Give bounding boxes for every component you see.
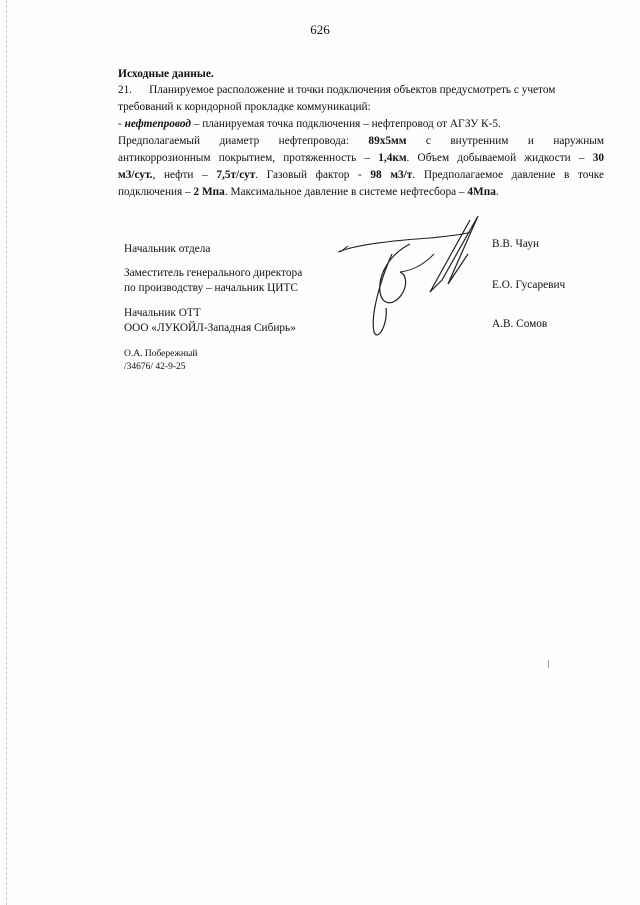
paragraph-line-1: 21. Планируемое расположение и точки подключения объектов предусмотреть с учетом [118,84,556,96]
pipe-length: 1,4км [378,152,407,164]
scan-mark [548,660,549,668]
page-number: 626 [310,22,330,37]
connection-pressure: 2 Мпа [193,186,225,198]
signatory-3-name: А.В. Сомов [492,318,548,330]
pipe-diameter: 89х5мм [368,135,407,147]
signatory-3-title: Начальник ОТТ ООО «ЛУКОЙЛ-Западная Сибирь» [124,307,296,334]
paragraph-line-2: требований к коридорной прокладке коммуникаций: [118,101,371,113]
pipeline-keyword: нефтепровод [124,118,191,130]
paragraph-line-6: м3/сут., нефти – 7,5т/сут. Газовый фактор - 98 м3/т. Предполагаемое давление в точке [118,169,605,181]
paragraph-21 [118,82,604,201]
paragraph-line-5: антикоррозионным покрытием, протяженность – 1,4км. Объем добываемой жидкости – 30 [118,152,604,164]
signatory-1-title: Начальник отдела [124,243,211,255]
signatory-2-title: Заместитель генерального директора по производству – начальник ЦИТС [124,267,303,294]
max-pressure: 4Мпа [467,186,496,198]
signatory-1-name: В.В. Чаун [492,238,540,250]
executor-phone: /34676/ 42-9-25 [124,362,186,372]
paragraph-line-4: Предполагаемый диаметр нефтепровода: 89х5мм с внутренним и наружным [118,135,604,147]
executor-name: О.А. Побережный [124,349,198,359]
signatory-2-name: Е.О. Гусаревич [492,279,566,291]
paragraph-line-7: подключения – 2 Мпа. Максимальное давление в системе нефтесбора – 4Мпа. [118,186,499,198]
scan-edge-artifact [6,0,8,905]
handwritten-signature [330,214,490,344]
liquid-volume: 30 [592,152,604,164]
oil-volume: 7,5т/сут [216,169,256,181]
paragraph-number: 21. [118,84,133,96]
executor-info [124,348,197,374]
paragraph-line-3: - нефтепровод – планируемая точка подключения – нефтепровод от АГЗУ К-5. [118,118,501,130]
section-title: Исходные данные. [118,68,214,80]
gas-factor: 98 м3/т [370,169,413,181]
